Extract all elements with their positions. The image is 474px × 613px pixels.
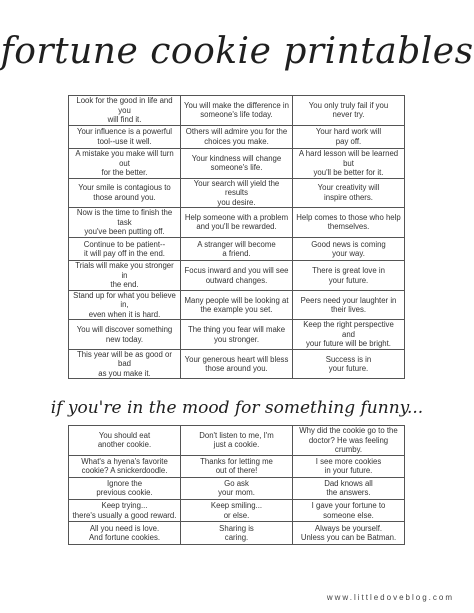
- table-row: [69, 178, 405, 208]
- fortune-text: Your creativity will inspire others.: [317, 183, 380, 202]
- page-title: fortune cookie printables: [0, 31, 474, 72]
- fortune-text: This year will be as good or bad as you make it.: [77, 349, 172, 378]
- fortune-cell: [181, 149, 293, 179]
- fortune-cell: [293, 290, 405, 320]
- fortune-cell: [69, 178, 181, 208]
- fortune-cell: [293, 208, 405, 238]
- table-row: [69, 455, 405, 477]
- fortune-text: Always be yourself. Unless you can be Batman.: [300, 523, 397, 543]
- fortune-cell: [293, 320, 405, 350]
- table-row: [69, 320, 405, 350]
- table-row: [69, 426, 405, 456]
- fortune-cell: [69, 455, 181, 477]
- fortune-text: Stand up for what you believe in, even when it is hard.: [73, 290, 176, 319]
- fortune-cell: [293, 125, 405, 149]
- fortune-text: Help someone with a problem and you'll be rewarded.: [184, 212, 289, 232]
- fortune-cell: [293, 237, 405, 261]
- fortune-cell: [181, 178, 293, 208]
- table-row: [69, 261, 405, 291]
- fortune-cell: [181, 96, 293, 126]
- fortune-text: You only truly fail if you never try.: [308, 100, 389, 120]
- section-subtitle: if you're in the mood for something funny...: [50, 398, 424, 418]
- funny-fortune-table: [68, 425, 405, 545]
- fortune-text: Your influence is a powerful tool--use it well.: [76, 127, 173, 146]
- fortune-text: Go ask your mom.: [218, 478, 255, 498]
- fortune-text: Your search will yield the results you desire.: [193, 178, 280, 207]
- fortune-text: I gave your fortune to someone else.: [311, 501, 386, 520]
- fortune-text: Others will admire you for the choices you make.: [185, 127, 288, 146]
- fortune-cell: [181, 349, 293, 379]
- fortune-cell: [181, 477, 293, 499]
- footer-url: www.littledoveblog.com: [326, 593, 454, 602]
- fortune-text: You will make the difference in someone's life today.: [184, 100, 289, 120]
- fortune-cell: [181, 320, 293, 350]
- fortune-cell: [293, 349, 405, 379]
- table-row: [69, 522, 405, 544]
- fortune-cell: [181, 522, 293, 544]
- fortune-cell: [69, 349, 181, 379]
- fortune-cell: [181, 426, 293, 456]
- fortune-cell: [69, 96, 181, 126]
- fortune-cell: [293, 426, 405, 456]
- fortune-cell: [69, 125, 181, 149]
- fortune-text: A mistake you make will turn out for the better.: [75, 149, 174, 178]
- fortune-text: Sharing is caring.: [219, 523, 254, 543]
- fortune-text: Peers need your laughter in their lives.: [300, 295, 397, 315]
- fortune-text: What's a hyena's favorite cookie? A snickerdoodle.: [81, 456, 168, 476]
- fortune-text: Why did the cookie go to the doctor? He was feeling crumby.: [299, 426, 398, 454]
- fortune-text: A hard lesson will be learned but you'll be better for it.: [298, 149, 399, 178]
- fortune-text: Good news is coming your way.: [311, 239, 386, 259]
- fortune-text: Keep trying... there's usually a good reward.: [72, 501, 177, 520]
- table-row: [69, 208, 405, 238]
- fortune-cell: [69, 320, 181, 350]
- table-row: [69, 349, 405, 379]
- table-row: [69, 500, 405, 522]
- fortune-text: Many people will be looking at the example you set.: [184, 295, 289, 315]
- fortune-cell: [69, 149, 181, 179]
- table-row: [69, 237, 405, 261]
- fortune-text: Success is in your future.: [325, 354, 372, 374]
- fortune-text: There is great love in your future.: [312, 266, 385, 285]
- fortune-cell: [69, 208, 181, 238]
- fortune-cell: [293, 261, 405, 291]
- fortune-text: Trials will make you stronger in the end.: [75, 261, 174, 290]
- fortune-cell: [181, 125, 293, 149]
- fortune-text: Your generous heart will bless those around you.: [184, 354, 289, 374]
- table-row: [69, 149, 405, 179]
- fortune-text: A stranger will become a friend.: [197, 239, 276, 259]
- fortune-text: Help comes to those who help themselves.: [296, 212, 401, 232]
- table-row: [69, 96, 405, 126]
- fortune-text: The thing you fear will make you stronger.: [187, 325, 286, 344]
- fortune-cell: [293, 455, 405, 477]
- table-row: [69, 125, 405, 149]
- table-row: [69, 477, 405, 499]
- fortune-text: Look for the good in life and you will find it.: [76, 96, 173, 124]
- fortune-cell: [69, 261, 181, 291]
- fortune-cell: [181, 261, 293, 291]
- fortune-cell: [181, 500, 293, 522]
- fortune-text: Keep the right perspective and your future will be bright.: [303, 320, 394, 349]
- fortune-cell: [181, 208, 293, 238]
- fortune-cell: [181, 237, 293, 261]
- fortune-cell: [181, 290, 293, 320]
- table-row: [69, 290, 405, 320]
- fortune-cell: [293, 178, 405, 208]
- fortune-cell: [69, 477, 181, 499]
- fortune-cell: [293, 96, 405, 126]
- fortune-cell: [293, 522, 405, 544]
- fortune-text: Focus inward and you will see outward changes.: [184, 266, 289, 285]
- fortune-cell: [181, 455, 293, 477]
- fortune-text: Your smile is contagious to those around you.: [78, 183, 171, 202]
- fortune-text: Thanks for letting me out of there!: [200, 456, 273, 476]
- fortune-text: Ignore the previous cookie.: [96, 478, 153, 498]
- fortune-text: All you need is love. And fortune cookies.: [88, 523, 161, 543]
- fortune-text: Your kindness will change someone's life.: [191, 153, 282, 173]
- fortune-text: You should eat another cookie.: [97, 430, 152, 450]
- fortune-cell: [293, 149, 405, 179]
- fortune-text: Your hard work will pay off.: [315, 127, 382, 146]
- fortune-table: [68, 95, 405, 379]
- fortune-text: Continue to be patient-- it will pay off in the end.: [83, 239, 166, 259]
- fortune-cell: [293, 477, 405, 499]
- fortune-text: Dad knows all the answers.: [324, 478, 373, 498]
- fortune-text: You will discover something new today.: [76, 325, 173, 344]
- fortune-cell: [69, 500, 181, 522]
- fortune-text: Don't listen to me, I'm just a cookie.: [199, 430, 274, 450]
- fortune-text: Keep smiling... or else.: [210, 501, 263, 520]
- fortune-cell: [69, 290, 181, 320]
- fortune-cell: [69, 237, 181, 261]
- fortune-cell: [69, 426, 181, 456]
- fortune-text: Now is the time to finish the task you've been putting off.: [76, 208, 173, 237]
- fortune-cell: [69, 522, 181, 544]
- fortune-cell: [293, 500, 405, 522]
- fortune-text: I see more cookies in your future.: [315, 456, 382, 476]
